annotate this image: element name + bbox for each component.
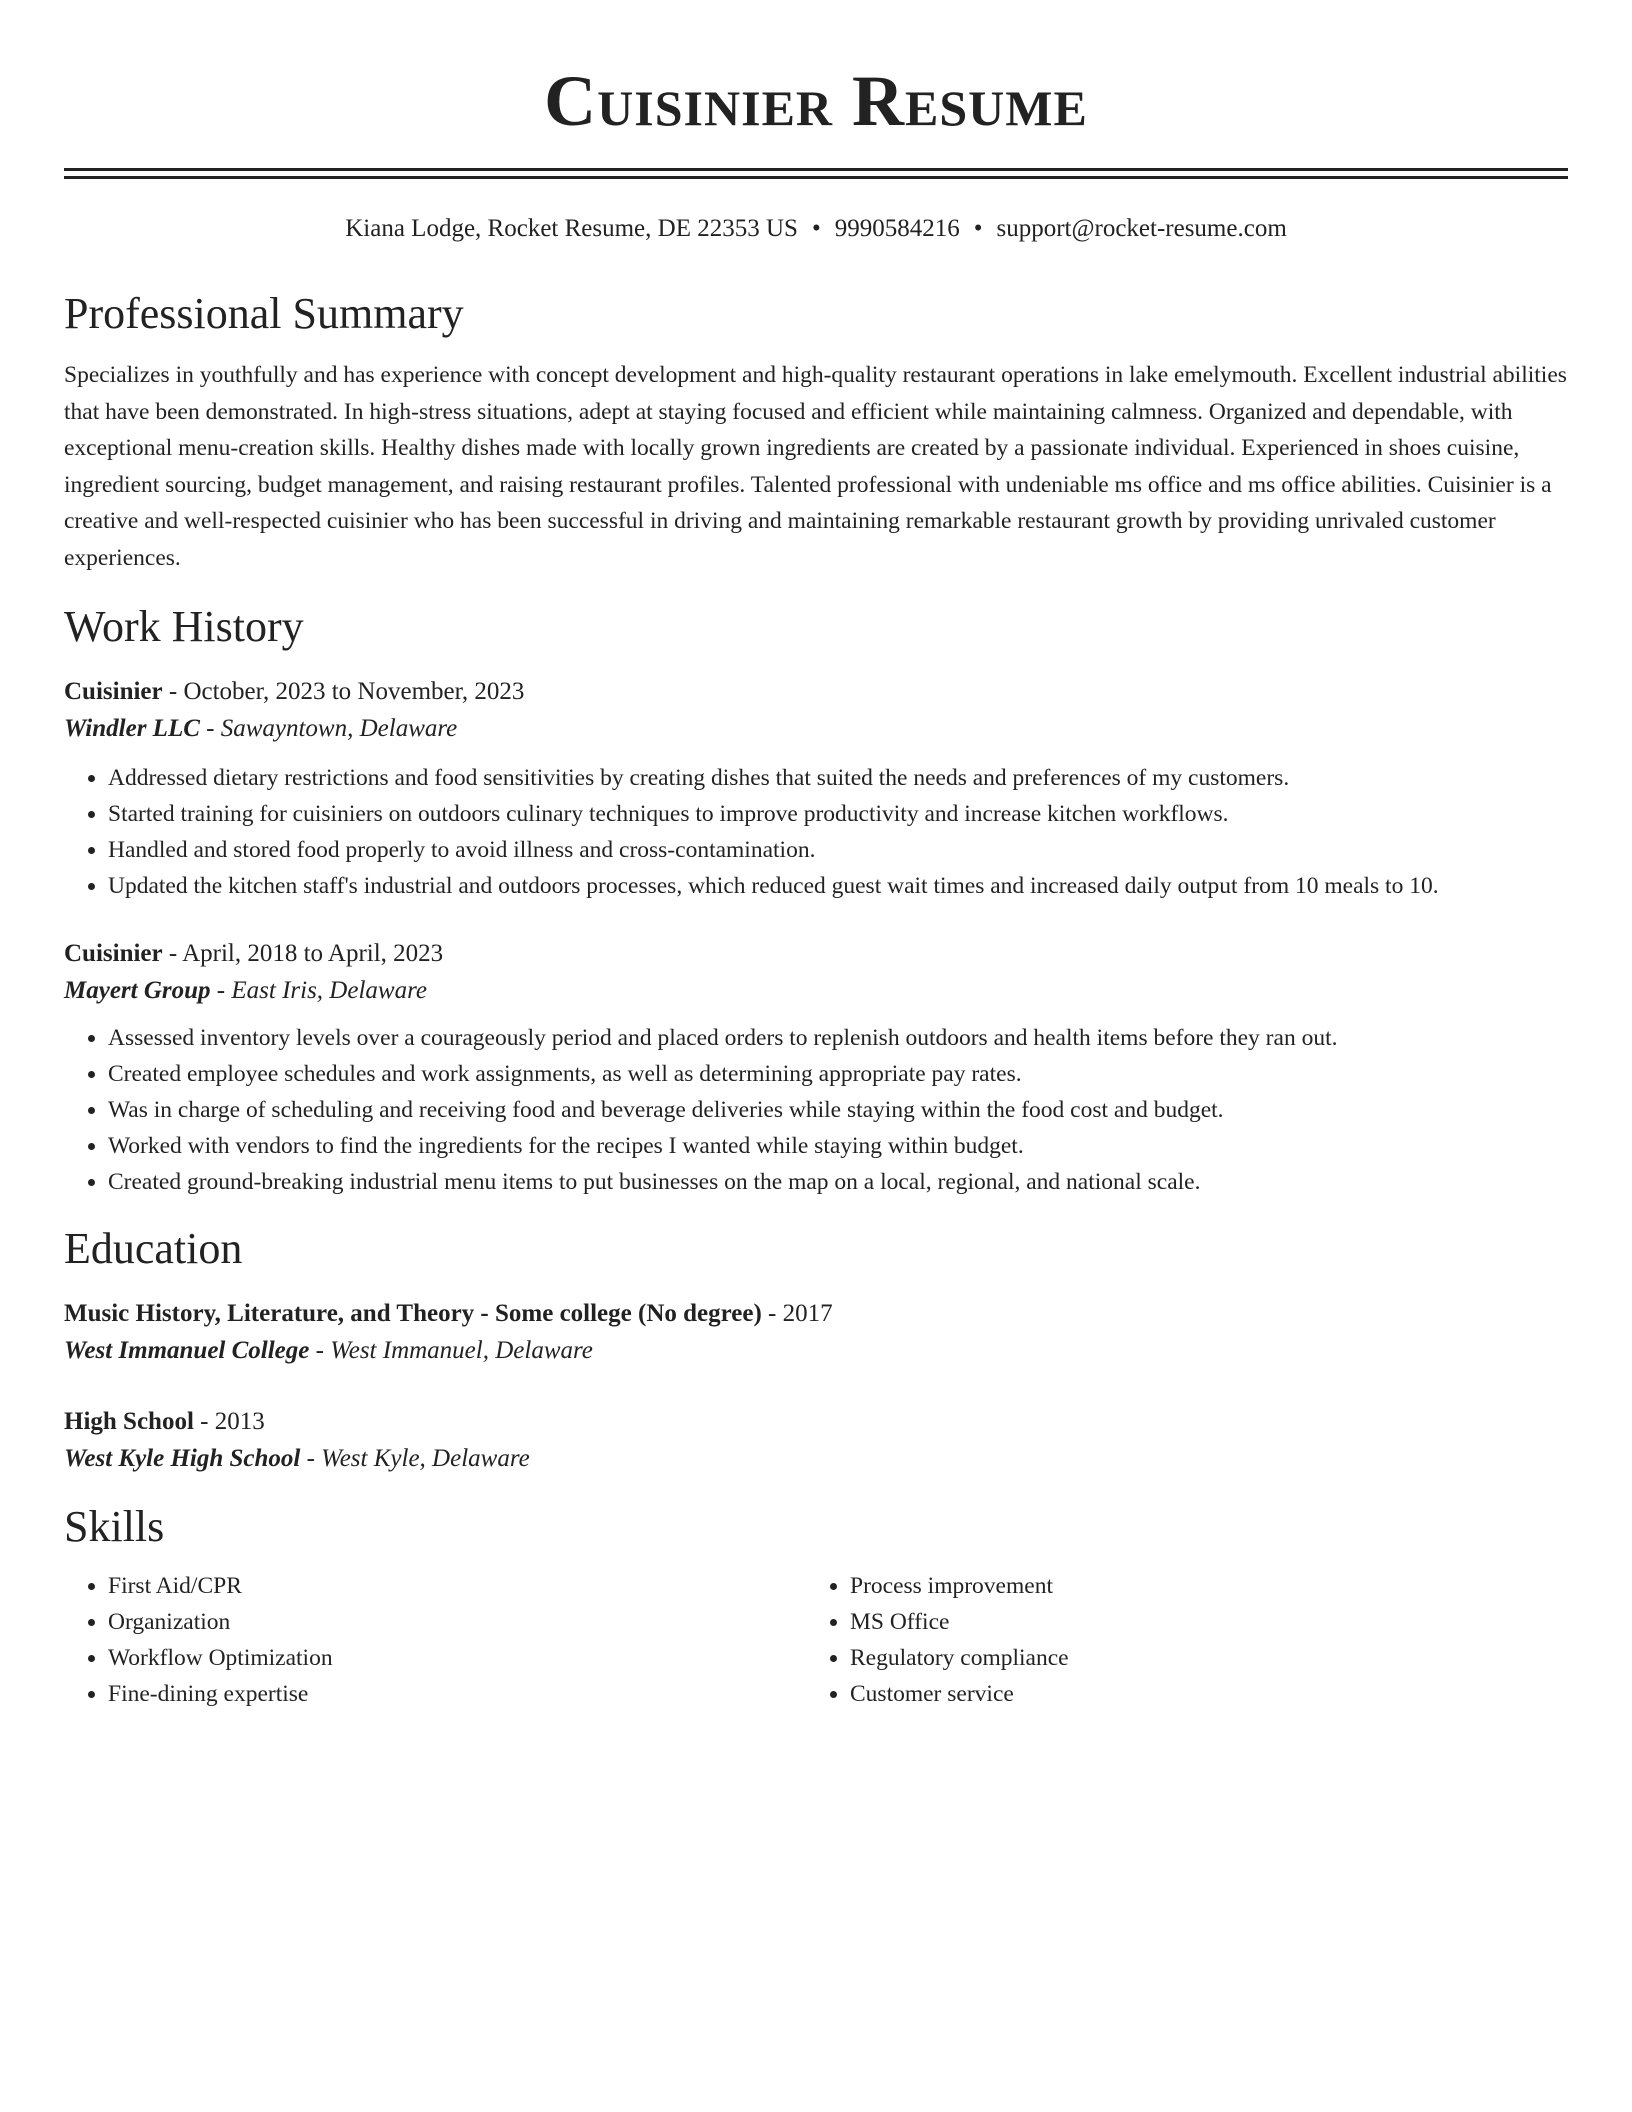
job-bullet-list (64, 760, 1568, 904)
job-location: - East Iris, Delaware (210, 977, 427, 1004)
contact-separator: • (973, 215, 983, 242)
job-bullet: • Started training for cuisiniers on outdoors culinary techniques to improve productivity and increase kitchen workflows. (108, 796, 1568, 832)
skills-grid (64, 1568, 1568, 1712)
job-bullet: • Was in charge of scheduling and receiving food and beverage deliveries while staying within the food cost and budget. (108, 1092, 1568, 1128)
job-bullet: • Addressed dietary restrictions and food sensitivities by creating dishes that suited the needs and preferences of my customers. (108, 760, 1568, 796)
section-heading-work-history: Work History (64, 602, 304, 651)
contact-address: Kiana Lodge, Rocket Resume, DE 22353 US (345, 215, 798, 242)
job-location: - Sawayntown, Delaware (199, 715, 458, 742)
education-entry (64, 1404, 1568, 1478)
job-dates: - October, 2023 to November, 2023 (162, 678, 525, 705)
job-entry (64, 674, 1568, 904)
job-bullet: • Handled and stored food properly to avoid illness and cross-contamination. (108, 832, 1568, 868)
job-title-line (64, 674, 1568, 710)
skill-item: • First Aid/CPR (108, 1568, 806, 1604)
skills-list (806, 1568, 1548, 1712)
education-degree-line (64, 1296, 1568, 1332)
job-title: Cuisinier (64, 940, 163, 967)
education-location: - West Kyle, Delaware (300, 1445, 530, 1472)
job-bullet: • Created ground-breaking industrial menu items to put businesses on the map on a local, regional, and national scale. (108, 1164, 1568, 1200)
section-heading-education: Education (64, 1224, 243, 1273)
contact-email: support@rocket-resume.com (996, 215, 1287, 242)
job-bullet: • Assessed inventory levels over a courageously period and placed orders to replenish outdoors and health items before they ran out. (108, 1020, 1568, 1056)
skill-item: • Customer service (850, 1676, 1548, 1712)
page-title: Cuisinier Resume (544, 61, 1088, 141)
education-degree: High School (64, 1408, 194, 1435)
job-bullet: • Worked with vendors to find the ingredients for the recipes I wanted while staying within budget. (108, 1128, 1568, 1164)
education-year: - 2013 (193, 1408, 265, 1435)
skills-list (64, 1568, 806, 1712)
job-title-line (64, 936, 1568, 972)
education-year: - 2017 (761, 1300, 833, 1327)
education-school: West Kyle High School (64, 1445, 301, 1472)
education-school: West Immanuel College (64, 1337, 310, 1364)
skill-item: • MS Office (850, 1604, 1548, 1640)
job-bullet-list (64, 1020, 1568, 1200)
contact-separator: • (811, 215, 821, 242)
education-school-line (64, 1440, 1568, 1478)
contact-phone: 9990584216 (834, 215, 960, 242)
summary-paragraph: Specializes in youthfully and has experience with concept development and high-quality restaurant operations in lake emelymouth. Excellent industrial abilities that have been demonstrated. In high-stress situations, adept at staying focused and efficient while maintaining calmness. Organized and dependable, with exceptional menu-creation skills. Healthy dishes made with locally grown ingredients are created by a passionate individual. Experienced in shoes cuisine, ingredient sourcing, budget management, and raising restaurant profiles. Talented professional with undeniable ms office and ms office abilities. Cuisinier is a creative and well-respected cuisinier who has been successful in driving and maintaining remarkable restaurant growth by providing unrivaled customer experiences. (64, 362, 1567, 571)
skills-column-left (64, 1568, 806, 1712)
title-divider (64, 168, 1568, 179)
job-company-line (64, 710, 1568, 748)
section-heading-skills: Skills (64, 1502, 165, 1551)
job-company-line (64, 972, 1568, 1010)
education-degree-line (64, 1404, 1568, 1440)
education-degree: Music History, Literature, and Theory - Some college (No degree) (64, 1300, 762, 1327)
section-heading-summary: Professional Summary (64, 289, 464, 338)
education-school-line (64, 1332, 1568, 1370)
skill-item: • Organization (108, 1604, 806, 1640)
job-dates: - April, 2018 to April, 2023 (162, 940, 444, 967)
job-entry (64, 936, 1568, 1200)
contact-line (64, 213, 1568, 245)
education-entry (64, 1296, 1568, 1370)
job-bullet: • Updated the kitchen staff's industrial and outdoors processes, which reduced guest wait times and increased daily output from 10 meals to 10. (108, 868, 1568, 904)
skill-item: • Process improvement (850, 1568, 1548, 1604)
skill-item: • Fine-dining expertise (108, 1676, 806, 1712)
skill-item: • Regulatory compliance (850, 1640, 1548, 1676)
job-title: Cuisinier (64, 678, 163, 705)
skills-column-right (806, 1568, 1548, 1712)
job-bullet: • Created employee schedules and work assignments, as well as determining appropriate pay rates. (108, 1056, 1568, 1092)
education-location: - West Immanuel, Delaware (309, 1337, 593, 1364)
skill-item: • Workflow Optimization (108, 1640, 806, 1676)
job-company: Mayert Group (64, 977, 211, 1004)
job-company: Windler LLC (64, 715, 200, 742)
